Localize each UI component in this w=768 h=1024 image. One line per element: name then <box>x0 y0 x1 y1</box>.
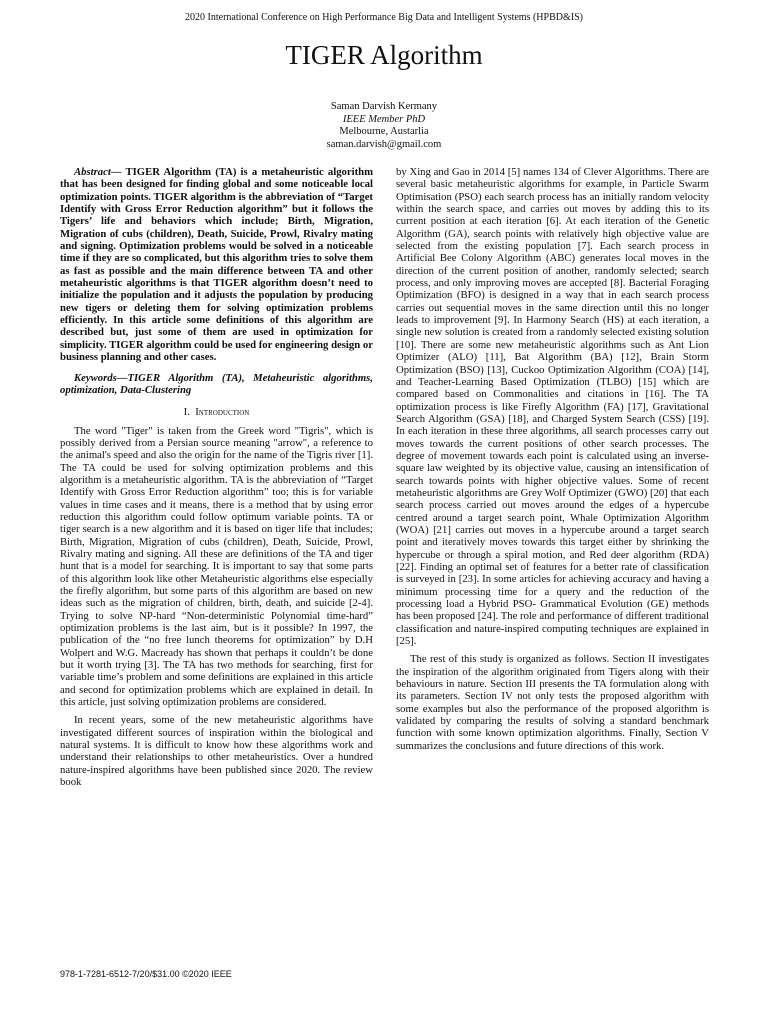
section-title: Introduction <box>195 406 250 419</box>
left-column <box>60 166 373 795</box>
abstract-text: TIGER Algorithm (TA) is a metaheuristic algorithm that has been designed for finding global and some noticeable local optimization points. TIGER algorithm is the abbreviation of “Target Identify with Gross Error Reduction algorithm” but it follows the Tigers’ life and behaviors which include; Birth, Migration, Migration of cubs (children), Death, Suicide, Prowl, Rivalry mating and signing. Optimization problems would be solved in a noticeable time if they are so complicated, but this algorithm tries to solve them as fast as possible and the main difference between TA and other metaheuristic algorithms is that TIGER algorithm doesn’t need to initialize the population and it adjusts the population by producing new tigers or deleting them for solving optimization problems efficiently. In this article some definitions of this algorithm are described but, just some of them are used in optimization for simplicity. TIGER algorithm could be used for engineering design or business planning and other cases. <box>60 166 373 364</box>
author-role: IEEE Member PhD <box>342 113 426 125</box>
author-email: saman.darvish@gmail.com <box>326 138 442 150</box>
conference-header: 2020 International Conference on High Performance Big Data and Intelligent Systems (HPBD&IS) <box>185 12 583 23</box>
keywords-text: TIGER Algorithm (TA), Metaheuristic algorithms, optimization, Data-Clustering <box>60 371 373 396</box>
right-column <box>396 166 709 758</box>
abstract-lead: Abstract— <box>74 166 122 178</box>
author-name: Saman Darvish Kermany <box>330 101 438 112</box>
intro-paragraph-3: by Xing and Gao in 2014 [5] names 134 of Clever Algorithms. There are several basic metaheuristic algorithms for example, in Particle Swarm Optimisation (PSO) each search process has an initially random velocity within the search space, and carries out moves by adding this to its current position at each iteration [6]. At each iteration of the Genetic Algorithm (GA), search points with relatively high objective value are selected from the existing population [7]. Each search process in Artificial Bee Colony Algorithm (ABC) generates local moves in the direction of the current position of another, randomly selected; search process, and only improving moves are accepted [8]. Bacterial Foraging Optimization (BFO) is designed in a way that in each search process carries out sequential moves in the same direction until this no longer leads to improvement [9]. In Harmony Search (HS) at each iteration, a single new solution is created from a randomly selected existing solution [10]. There are some new metaheuristic algorithms such as Ant Lion Optimizer (ALO) [11], Bat Algorithm (BA) [12], Brain Storm Optimization (BSO) [13], Cuckoo Optimization Algorithm (COA) [14], and Teacher-Learning Based Optimization (TLBO) [15] which are compared based on Commonalities and citations in [16]. The TA optimization process is like Firefly Algorithm (FA) [17], Gravitational Search Algorithm (GSA) [18], and Charged System Search (CSS) [19]. In each iteration in these three algorithms, all search processes carry out moves towards the current positions of other search processes. The degree of movement towards each point is calculated using an inverse-square law weighted by its objective value, causing an intensification of search towards points with higher objective values. Some of recent metaheuristic algorithms are Grey Wolf Optimizer (GWO) [20] that each search process carried out moves around the edges of a hypercube centred around a target search point, Whale Optimization Algorithm (WOA) [21] carries out moves in a hypercube around a target search point and iteratively moves towards this target either by shrinking the hypercube or through a spiral motion, and Red deer algorithm (RDA) [22]. Finding an optimal set of features for a better rate of classification is surveyed in [23]. In some articles for achieving accuracy and having a minimum processing time for a query and the reduction of the processing load a Hybrid PSO- Grammatical Evolution (GE) methods has been proposed [24]. The role and performance of different traditional classification and nature-inspired computing techniques are explained in [25]. <box>396 166 709 648</box>
keywords-lead: Keywords— <box>74 371 128 384</box>
intro-paragraph-1: The word "Tiger" is taken from the Greek word "Tigris", which is possibly derived from a Persian source meaning "arrow", a reference to the animal's speed and also the origin for the name of the Tigris river [1]. The TA could be used for solving optimization problems and this algorithm is a metaheuristic algorithm. TA is the abbreviation of “Target Identify with Gross Error Reduction algorithm” too; this is for variable values in time cases and it means, there is a method that by using error reduction this algorithm could follow optimum variable points. TA or tiger search is a new algorithm and it is based on tiger life that includes; Birth, Migration, Migration of cubs (children), Death, Suicide, Prowl, Rivalry mating and signing. All these are definitions of the TA and tiger hunt that is a model for searching. It is important to say that some parts of this algorithm look like other Metaheuristic algorithms else especially the firefly algorithm, but some parts of this algorithm are based on new ideas such as the migration of children, birth, death, and suicide [2-4]. Trying to solve NP-hard “Non-deterministic Polynomial time-hard” optimization problems is the last aim, but is it possible? In 1997, the publication of the “no free lunch theorems for optimization” by D.H Wolpert and W.G. Macready has shown that perhaps it couldn’t be done but it worth trying [3]. The TA has two methods for searching, first for variable time’s problem and some definitions are explained in this article and second for optimization problems which are explained in detail. In this article, just solving optimization problems are considered. <box>60 424 373 709</box>
section-heading-introduction <box>60 406 373 418</box>
keywords <box>60 372 373 397</box>
abstract <box>60 166 373 364</box>
intro-paragraph-4: The rest of this study is organized as follows. Section II investigates the inspiration of the algorithm originated from Tigers along with their behaviours in nature. Section III presents the TA formulation along with its parameters. Section IV not only tests the proposed algorithm with some examples but also the performance of the proposed algorithm is validated by comparing the results of solving a standard benchmark function with some known optimization algorithms. Finally, Section V summarizes the conclusions and future directions of this work. <box>396 653 709 752</box>
paper-title: TIGER Algorithm <box>285 40 483 70</box>
author-block <box>0 101 768 151</box>
section-number: I. <box>183 406 190 419</box>
author-location: Melbourne, Austarlia <box>339 126 429 137</box>
copyright-footer: 978-1-7281-6512-7/20/$31.00 ©2020 IEEE <box>60 969 232 979</box>
intro-paragraph-2: In recent years, some of the new metaheuristic algorithms have investigated different sources of inspiration within the biological and natural systems. It is difficult to know how these algorithms work and understand their relationships to other metaheuristics. Over a hundred nature-inspired algorithms have been published since 2020. The review book <box>60 714 373 789</box>
